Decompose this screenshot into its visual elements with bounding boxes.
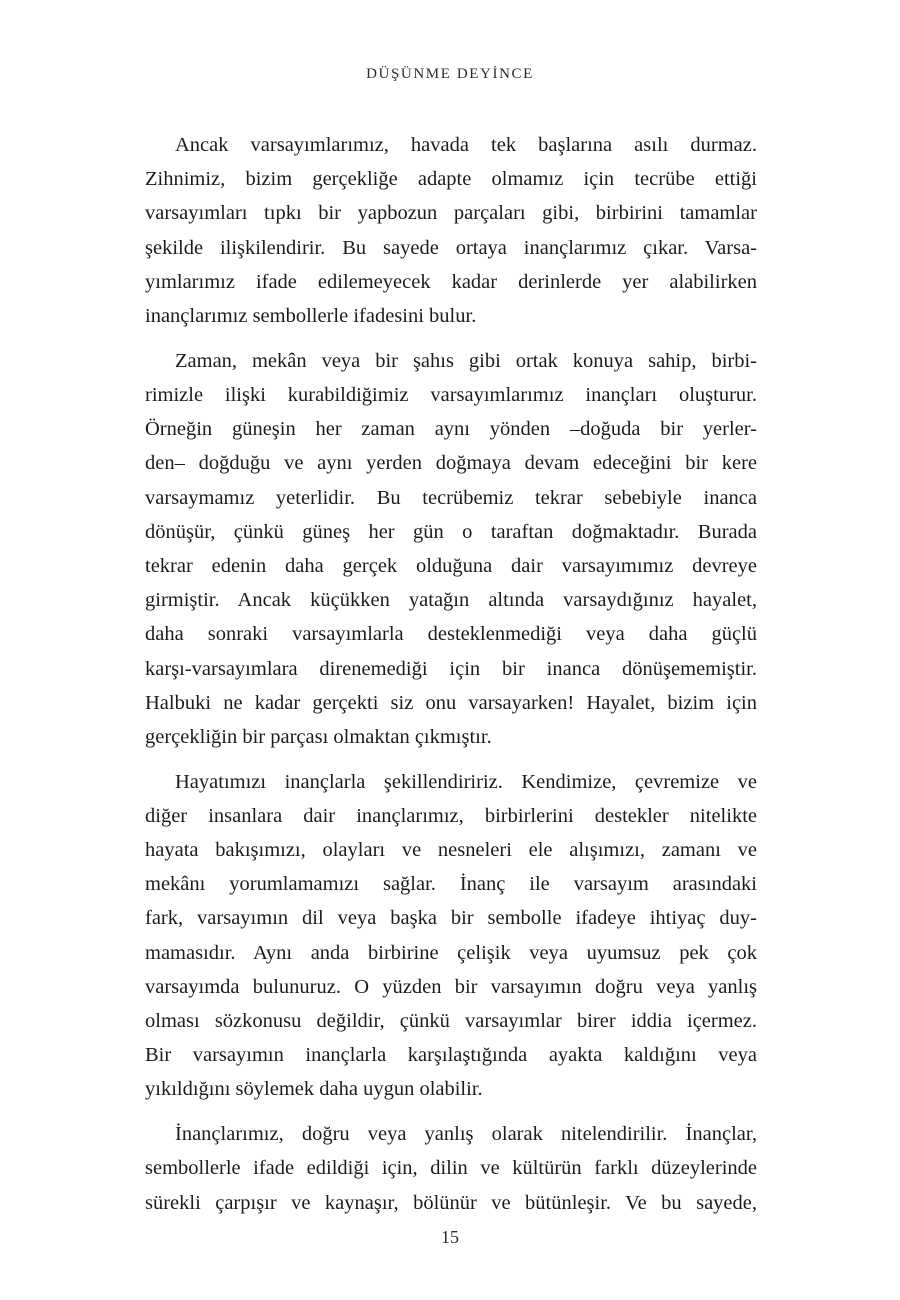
text-line: Hayatımızı inançlarla şekillendiririz. Kendimize, çevremize ve <box>175 770 757 793</box>
text-line: rimizle ilişki kurabildiğimiz varsayımlarımız inançları oluşturur. <box>145 383 757 406</box>
paragraph-4 <box>145 1117 757 1220</box>
text-line: varsayımda bulunuruz. O yüzden bir varsayımın doğru veya yanlış <box>145 975 757 998</box>
text-line: varsayımları tıpkı bir yapbozun parçaları gibi, birbirini tamamlar <box>145 202 757 225</box>
text-line: varsaymamız yeterlidir. Bu tecrübemiz tekrar sebebiyle inanca <box>145 486 757 509</box>
text-line: gerçekliğin bir parçası olmaktan çıkmıştır. <box>145 725 492 748</box>
text-line: yımlarımız ifade edilemeyecek kadar derinlerde yer alabilirken <box>145 270 757 293</box>
text-line: İnançlarımız, doğru veya yanlış olarak nitelendirilir. İnançlar, <box>175 1123 757 1146</box>
text-line: dönüşür, çünkü güneş her gün o taraftan doğmaktadır. Burada <box>145 520 757 543</box>
text-line: Halbuki ne kadar gerçekti siz onu varsayarken! Hayalet, bizim için <box>145 691 757 714</box>
text-line: Ancak varsayımlarımız, havada tek başlarına asılı durmaz. <box>175 134 757 156</box>
text-line: fark, varsayımın dil veya başka bir sembolle ifadeye ihtiyaç duy- <box>145 907 757 930</box>
text-line: şekilde ilişkilendirir. Bu sayede ortaya inançlarımız çıkar. Varsa- <box>145 236 757 259</box>
text-line: den– doğduğu ve aynı yerden doğmaya devam edeceğini bir kere <box>145 452 757 475</box>
text-line: Bir varsayımın inançlarla karşılaştığında ayakta kaldığını veya <box>145 1044 757 1067</box>
paragraph-1 <box>145 128 757 333</box>
text-line: girmiştir. Ancak küçükken yatağın altında varsaydığınız hayalet, <box>145 589 757 612</box>
paragraph-3 <box>145 765 757 1107</box>
text-line: Zihnimiz, bizim gerçekliğe adapte olmamız için tecrübe ettiği <box>145 168 757 191</box>
text-line: karşı-varsayımlara direnemediği için bir inanca dönüşememiştir. <box>145 657 757 680</box>
text-line: Zaman, mekân veya bir şahıs gibi ortak konuya sahip, birbi- <box>175 349 757 372</box>
text-line: diğer insanlara dair inançlarımız, birbirlerini destekler nitelikte <box>145 804 757 827</box>
text-line: olması sözkonusu değildir, çünkü varsayımlar birer iddia içermez. <box>145 1010 757 1033</box>
text-line: hayata bakışımızı, olayları ve nesneleri ele alışımızı, zamanı ve <box>145 839 757 862</box>
text-line: mamasıdır. Aynı anda birbirine çelişik veya uyumsuz pek çok <box>145 941 757 964</box>
body-text <box>145 128 757 1230</box>
running-header: DÜŞÜNME DEYİNCE <box>366 66 534 82</box>
text-line: inançlarımız sembollerle ifadesini bulur. <box>145 305 477 328</box>
text-line: mekânı yorumlamamızı sağlar. İnanç ile varsayım arasındaki <box>145 873 757 896</box>
text-line: tekrar edenin daha gerçek olduğuna dair varsayımımız devreye <box>145 554 757 577</box>
text-line: sürekli çarpışır ve kaynaşır, bölünür ve bütünleşir. Ve bu sayede, <box>145 1191 757 1214</box>
text-line: yıkıldığını söylemek daha uygun olabilir. <box>145 1078 483 1101</box>
text-line: sembollerle ifade edildiği için, dilin ve kültürün farklı düzeylerinde <box>145 1157 757 1180</box>
page-number: 15 <box>441 1227 459 1247</box>
paragraph-2 <box>145 344 757 754</box>
text-line: Örneğin güneşin her zaman aynı yönden –doğuda bir yerler- <box>145 418 757 441</box>
text-line: daha sonraki varsayımlarla desteklenmediği veya daha güçlü <box>145 623 757 646</box>
